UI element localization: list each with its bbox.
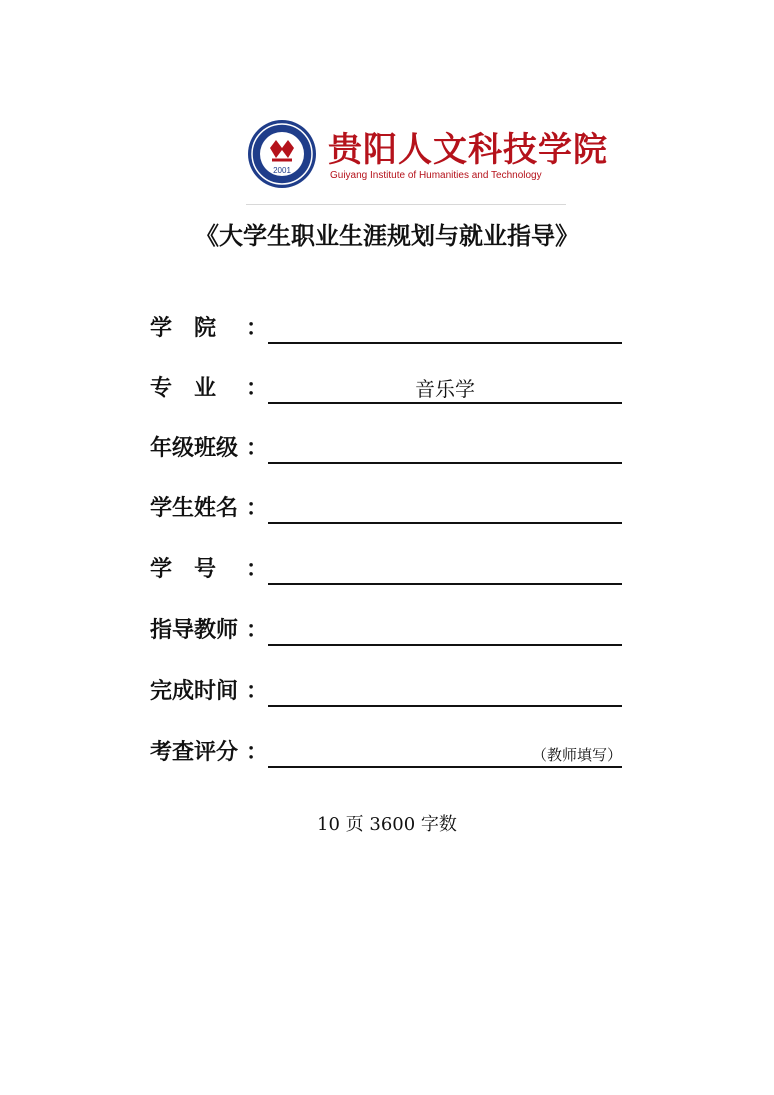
field-underline [268,522,622,524]
field-row-completion-time [150,667,630,707]
document-title: 《大学生职业生涯规划与就业指导》 [195,222,579,250]
field-label: 完成时间 [150,679,239,704]
field-label: 考查评分 [150,740,239,765]
institution-logo [246,118,608,190]
field-underline [268,342,622,344]
university-seal-icon [246,118,318,190]
field-colon: ： [246,557,269,582]
teacher-fill-note: （教师填写） [531,746,622,764]
field-colon: ： [246,316,269,341]
field-row-grade-class [150,424,630,464]
field-row-student-name [150,484,630,524]
institution-name-en: Guiyang Institute of Humanities and Technology [330,170,542,181]
field-row-student-id [150,545,630,585]
field-row-major [150,364,630,404]
field-underline [268,766,622,768]
field-colon: ： [246,376,269,401]
page-word-count: 10 页 3600 字数 [317,814,457,835]
field-colon: ： [246,740,269,765]
field-row-advisor [150,606,630,646]
field-colon: ： [246,436,269,461]
logo-divider [246,204,566,205]
field-colon: ： [246,496,269,521]
field-label: 学生姓名 [150,496,239,521]
field-colon: ： [246,679,269,704]
field-colon: ： [246,618,269,643]
field-label: 专 业 [150,376,217,401]
field-row-assessment-score [150,728,630,768]
field-underline [268,462,622,464]
field-underline [268,583,622,585]
field-underline [268,705,622,707]
field-underline [268,644,622,646]
field-row-college [150,304,630,344]
field-label: 学 院 [150,316,217,341]
field-label: 年级班级 [150,436,239,461]
field-underline [268,402,622,404]
field-label: 学 号 [150,557,217,582]
institution-name-cn: 贵阳人文科技学院 [328,130,608,170]
svg-text:2001: 2001 [273,166,291,175]
field-value[interactable]: 音乐学 [415,377,475,401]
field-label: 指导教师 [150,618,239,643]
